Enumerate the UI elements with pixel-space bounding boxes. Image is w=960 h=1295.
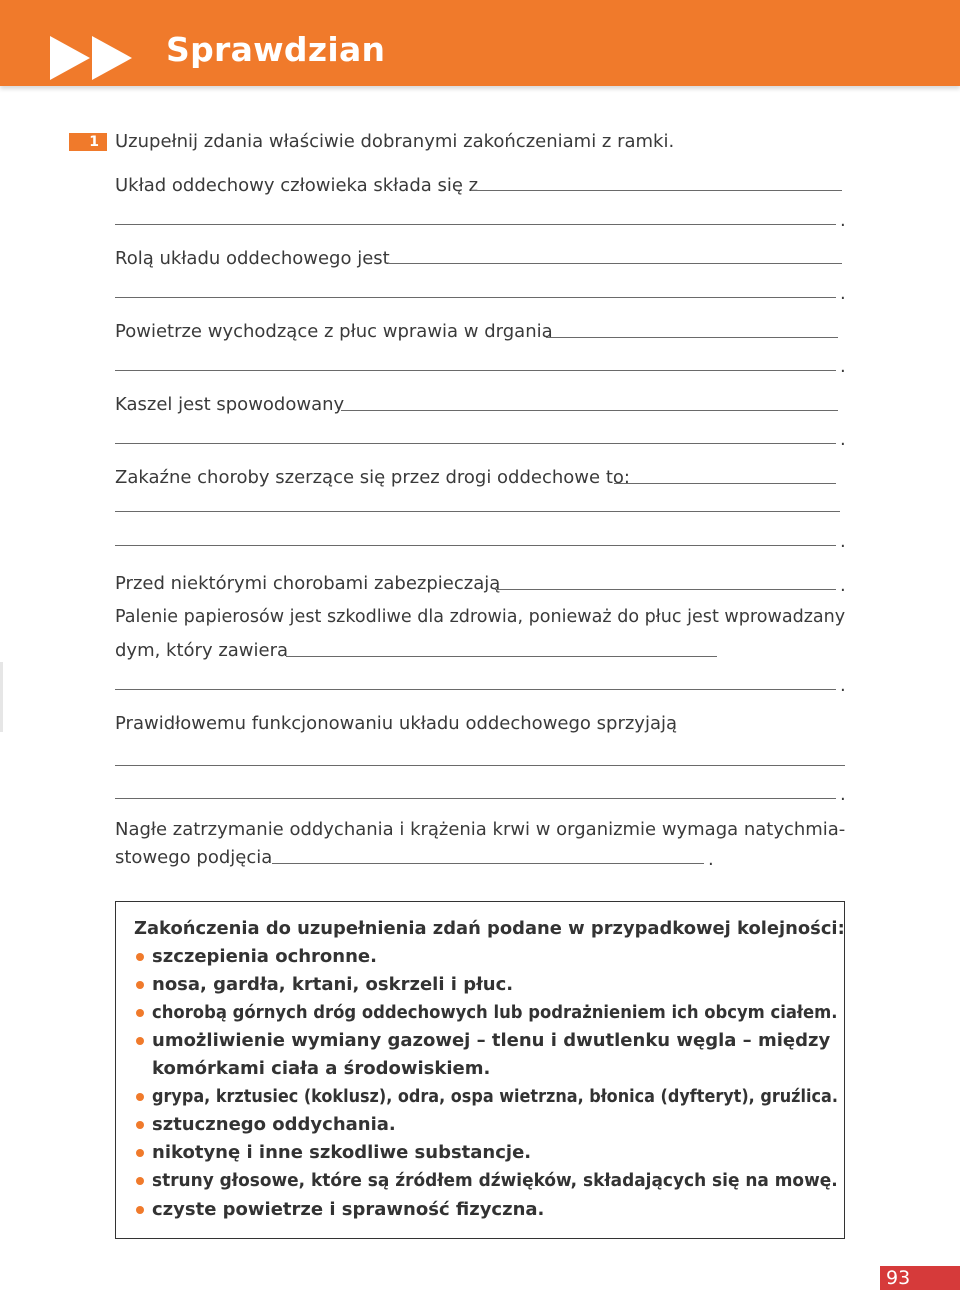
answer-item-6: sztucznego oddychania.	[152, 1114, 396, 1135]
answer-line-5a[interactable]	[614, 483, 836, 484]
answer-line-8a[interactable]	[115, 765, 845, 766]
answer-line-7a[interactable]	[286, 656, 717, 657]
bullet-icon	[136, 1009, 144, 1017]
answer-line-1a[interactable]	[471, 190, 842, 191]
answer-line-7b[interactable]	[115, 689, 836, 690]
answer-line-6a[interactable]	[495, 589, 836, 590]
answer-item-9: czyste powietrze i sprawność fizyczna.	[152, 1199, 545, 1220]
margin-marker	[0, 662, 3, 732]
answer-line-1b[interactable]	[115, 224, 836, 225]
page-header	[0, 0, 960, 86]
period-5: .	[840, 531, 846, 552]
task-number-badge: 1	[69, 133, 107, 151]
sentence-8: Prawidłowemu funkcjonowaniu układu oddechowego sprzyjają	[115, 713, 678, 734]
answer-line-4a[interactable]	[341, 410, 838, 411]
answer-item-3: chorobą górnych dróg oddechowych lub podrażnieniem ich obcym ciałem.	[152, 1002, 838, 1023]
page-number: 93	[880, 1266, 960, 1290]
bullet-icon	[136, 1037, 144, 1045]
bullet-icon	[136, 1093, 144, 1101]
period-7: .	[840, 675, 846, 696]
period-6: .	[840, 575, 846, 596]
answer-item-7: nikotynę i inne szkodliwe substancje.	[152, 1142, 532, 1163]
sentence-7-line-2: dym, który zawiera	[115, 640, 289, 661]
bullet-icon	[136, 981, 144, 989]
answer-box-title: Zakończenia do uzupełnienia zdań podane w przypadkowej kolejności:	[134, 918, 845, 939]
answer-line-5c[interactable]	[115, 545, 836, 546]
answer-item-2: nosa, gardła, krtani, oskrzeli i płuc.	[152, 974, 514, 995]
period-2: .	[840, 283, 846, 304]
period-3: .	[840, 356, 846, 377]
answer-item-8: struny głosowe, które są źródłem dźwięków, składających się na mowę.	[152, 1170, 838, 1191]
answer-line-3b[interactable]	[115, 370, 836, 371]
sentence-9-line-2: stowego podjęcia	[115, 847, 273, 868]
period-1: .	[840, 210, 846, 231]
bullet-icon	[136, 953, 144, 961]
period-4: .	[840, 429, 846, 450]
bullet-icon	[136, 1177, 144, 1185]
answer-line-4b[interactable]	[115, 443, 836, 444]
bullet-icon	[136, 1121, 144, 1129]
answer-item-5: grypa, krztusiec (koklusz), odra, ospa wietrzna, błonica (dyfteryt), gruźlica.	[152, 1086, 838, 1107]
sentence-4: Kaszel jest spowodowany	[115, 394, 345, 415]
period-9: .	[708, 849, 714, 870]
sentence-7-line-1: Palenie papierosów jest szkodliwe dla zdrowia, ponieważ do płuc jest wprowadzany	[115, 606, 846, 627]
sentence-2: Rolą układu oddechowego jest	[115, 248, 390, 269]
answer-line-3a[interactable]	[546, 337, 838, 338]
answer-line-2b[interactable]	[115, 297, 836, 298]
sentence-5: Zakaźne choroby szerzące się przez drogi oddechowe to:	[115, 467, 630, 488]
page-title: Sprawdzian	[166, 30, 386, 69]
answer-line-2a[interactable]	[388, 263, 842, 264]
sentence-1: Układ oddechowy człowieka składa się z	[115, 175, 479, 196]
bullet-icon	[136, 1206, 144, 1214]
period-8: .	[840, 784, 846, 805]
answer-item-1: szczepienia ochronne.	[152, 946, 377, 967]
double-arrow-right-icon	[50, 36, 134, 80]
answer-line-5b[interactable]	[115, 511, 840, 512]
answer-item-4-line-1: umożliwienie wymiany gazowej – tlenu i dwutlenku węgla – między	[152, 1030, 831, 1051]
sentence-6: Przed niektórymi chorobami zabezpieczają	[115, 573, 501, 594]
task-instruction: Uzupełnij zdania właściwie dobranymi zakończeniami z ramki.	[115, 131, 675, 152]
sentence-3: Powietrze wychodzące z płuc wprawia w drgania	[115, 321, 553, 342]
bullet-icon	[136, 1149, 144, 1157]
answer-line-8b[interactable]	[115, 798, 836, 799]
sentence-9-line-1: Nagłe zatrzymanie oddychania i krążenia krwi w organizmie wymaga natychmia-	[115, 819, 846, 840]
answer-item-4-line-2: komórkami ciała a środowiskiem.	[152, 1058, 491, 1079]
answer-line-9a[interactable]	[272, 863, 704, 864]
